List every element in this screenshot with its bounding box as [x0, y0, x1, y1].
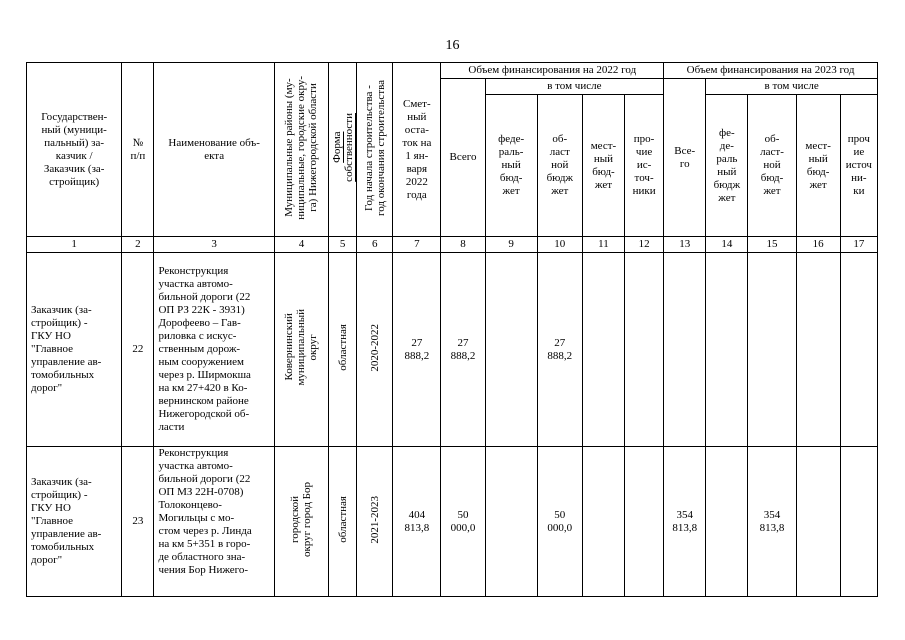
header-customer: Государствен- ный (муници- пальный) за- казчик / Заказчик (за- стройщик)	[27, 63, 122, 237]
row-regional-2023: 354 813,8	[748, 447, 796, 597]
row-local-2022	[582, 447, 624, 597]
header-years	[357, 63, 393, 237]
header-regional-2022: об- ласт ной бюдж жет	[537, 95, 582, 237]
header-number: № п/п	[122, 63, 154, 237]
header-local-2022: мест- ный бюд- жет	[582, 95, 624, 237]
row-years	[357, 253, 393, 447]
row-regional-2022: 50 000,0	[537, 447, 582, 597]
column-number: 17	[840, 237, 877, 253]
column-number: 12	[625, 237, 664, 253]
row-federal-2022	[485, 253, 537, 447]
header-federal-2023: фе- де- раль ный бюдж жет	[706, 95, 748, 237]
row-ownership	[329, 253, 357, 447]
row-total-2023	[664, 253, 706, 447]
row-balance: 27 888,2	[393, 253, 441, 447]
page-number: 16	[445, 38, 460, 53]
column-number: 8	[441, 237, 485, 253]
header-districts-text: Муниципальные районы (му- ниципальные, городские окру- га) Нижегородской области	[283, 75, 320, 220]
column-number: 6	[357, 237, 393, 253]
row-district-text: городской округ город Бор	[289, 481, 314, 558]
column-number: 13	[664, 237, 706, 253]
row-number: 22	[122, 253, 154, 447]
row-object-name: Реконструкция участка автомо- бильной дороги (22 ОП РЗ 22К - 3931) Дорофеево – Гав- риловка с искус- ственным дорож- ным сооружением через р. Ширмокша на км 27+420 в Ко- вернинском районе Нижегородской об- ласти	[154, 253, 274, 447]
row-local-2023	[796, 253, 840, 447]
header-row-1	[27, 63, 878, 79]
row-ownership-text: областная	[336, 496, 349, 543]
row-object-name: Реконструкция участка автомо- бильной дороги (22 ОП МЗ 22Н-0708) Толоконцево- Могильцы с мо- стом через р. Линда на км 5+351 в горо- де областного зна- чения Бор Нижего-	[154, 447, 274, 597]
column-number: 9	[485, 237, 537, 253]
row-regional-2022: 27 888,2	[537, 253, 582, 447]
header-object-name: Наименование объ- екта	[154, 63, 274, 237]
header-estimated-balance: Смет- ный оста- ток на 1 ян- варя 2022 года	[393, 63, 441, 237]
row-district	[274, 253, 328, 447]
row-federal-2023	[706, 253, 748, 447]
header-ownership-text: Форма собственности	[330, 113, 355, 182]
column-number: 1	[27, 237, 122, 253]
row-other-2022	[625, 447, 664, 597]
row-balance: 404 813,8	[393, 447, 441, 597]
row-other-2022	[625, 253, 664, 447]
table-row	[27, 253, 878, 447]
header-federal-2022: феде- раль- ный бюд- жет	[485, 95, 537, 237]
row-number: 23	[122, 447, 154, 597]
header-including-2023: в том числе	[706, 79, 878, 95]
header-funding-2023: Объем финансирования на 2023 год	[664, 63, 878, 79]
row-federal-2022	[485, 447, 537, 597]
header-other-2022: про- чие ис- точ- ники	[625, 95, 664, 237]
column-number: 5	[329, 237, 357, 253]
row-total-2022: 50 000,0	[441, 447, 485, 597]
column-number: 16	[796, 237, 840, 253]
column-number: 2	[122, 237, 154, 253]
financing-table	[26, 62, 878, 597]
column-number: 11	[582, 237, 624, 253]
column-number: 4	[274, 237, 328, 253]
row-ownership	[329, 447, 357, 597]
column-number: 14	[706, 237, 748, 253]
row-district	[274, 447, 328, 597]
column-number: 3	[154, 237, 274, 253]
column-number: 10	[537, 237, 582, 253]
header-other-2023: проч ие источ ни- ки	[840, 95, 877, 237]
row-other-2023	[840, 253, 877, 447]
row-total-2022: 27 888,2	[441, 253, 485, 447]
column-number-row	[27, 237, 878, 253]
header-funding-2022: Объем финансирования на 2022 год	[441, 63, 664, 79]
row-local-2022	[582, 253, 624, 447]
header-ownership	[329, 63, 357, 237]
row-local-2023	[796, 447, 840, 597]
column-number: 7	[393, 237, 441, 253]
header-local-2023: мест- ный бюд- жет	[796, 95, 840, 237]
table-row	[27, 447, 878, 597]
row-district-text: Ковернинский муниципальный округ	[283, 309, 320, 386]
header-total-2022: Всего	[441, 79, 485, 237]
header-including-2022: в том числе	[485, 79, 664, 95]
row-customer: Заказчик (за- стройщик) - ГКУ НО "Главное управление ав- томобильных дорог"	[27, 447, 122, 597]
row-customer: Заказчик (за- стройщик) - ГКУ НО "Главное управление ав- томобильных дорог"	[27, 253, 122, 447]
row-total-2023: 354 813,8	[664, 447, 706, 597]
row-regional-2023	[748, 253, 796, 447]
header-districts	[274, 63, 328, 237]
column-number: 15	[748, 237, 796, 253]
header-regional-2023: об- ласт- ной бюд- жет	[748, 95, 796, 237]
header-total-2023: Все- го	[664, 79, 706, 237]
row-years-text: 2021-2023	[368, 495, 381, 544]
header-years-text: Год начала строительства - год окончания строительства	[362, 79, 387, 216]
row-federal-2023	[706, 447, 748, 597]
row-years-text: 2020-2022	[368, 323, 381, 372]
row-years	[357, 447, 393, 597]
row-other-2023	[840, 447, 877, 597]
row-ownership-text: областная	[336, 324, 349, 371]
